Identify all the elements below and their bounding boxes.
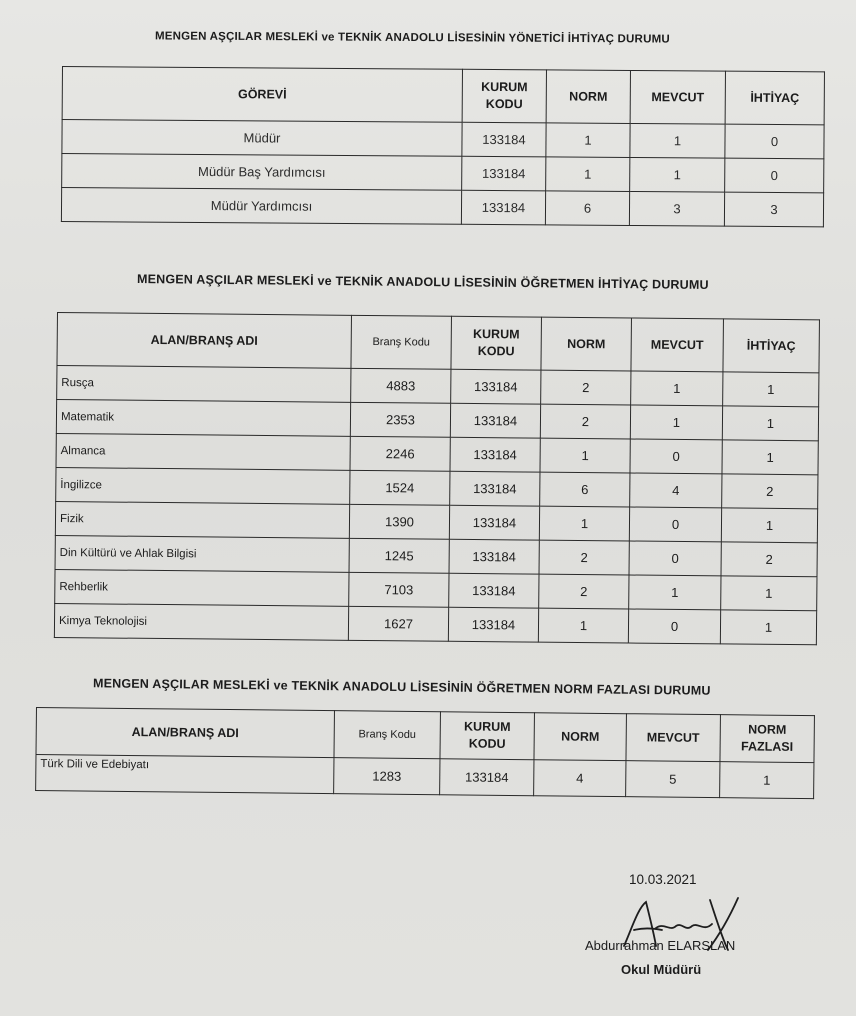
cell-brans: 1524 bbox=[350, 470, 450, 505]
table-header-row bbox=[62, 67, 824, 125]
cell-kurum: 133184 bbox=[461, 190, 545, 225]
header-brans-kodu: Branş Kodu bbox=[351, 315, 452, 369]
cell-norm: 4 bbox=[534, 760, 626, 797]
cell-brans: 1627 bbox=[348, 606, 448, 641]
cell-norm: 1 bbox=[539, 506, 629, 541]
norm-surplus-title: MENGEN AŞÇILAR MESLEKİ ve TEKNİK ANADOLU LİSESİNİN ÖĞRETMEN NORM FAZLASI DURUMU bbox=[92, 676, 711, 698]
header-norm: NORM bbox=[546, 70, 630, 124]
cell-norm: 1 bbox=[540, 438, 630, 473]
cell-ihtiyac: 2 bbox=[721, 542, 817, 577]
cell-alan: Fizik bbox=[55, 501, 349, 538]
cell-kurum: 133184 bbox=[450, 471, 540, 506]
cell-kurum: 133184 bbox=[449, 539, 539, 574]
cell-kurum: 133184 bbox=[449, 573, 539, 608]
cell-ihtiyac: 1 bbox=[720, 610, 816, 645]
header-norm-fazlasi: NORM FAZLASI bbox=[720, 715, 814, 763]
signer-name: Abdurrahman ELARSLAN bbox=[585, 938, 736, 953]
table-row bbox=[36, 755, 814, 799]
cell-brans: 7103 bbox=[349, 572, 449, 607]
cell-ihtiyac: 1 bbox=[723, 372, 819, 407]
header-gorevi: GÖREVİ bbox=[62, 67, 462, 123]
cell-norm: 2 bbox=[541, 370, 631, 405]
management-needs-table bbox=[61, 66, 825, 227]
cell-gorev: Müdür Baş Yardımcısı bbox=[62, 154, 462, 191]
cell-alan: Rehberlik bbox=[55, 569, 349, 606]
header-alan: ALAN/BRANŞ ADI bbox=[57, 313, 351, 369]
cell-mevcut: 1 bbox=[630, 405, 722, 440]
cell-ihtiyac: 1 bbox=[722, 406, 818, 441]
table-row bbox=[62, 120, 824, 159]
cell-mevcut: 1 bbox=[630, 157, 725, 192]
header-mevcut: MEVCUT bbox=[630, 70, 725, 124]
header-ihtiyac: İHTİYAÇ bbox=[723, 319, 820, 373]
cell-kurum: 133184 bbox=[449, 505, 539, 540]
cell-alan: Türk Dili ve Edebiyatı bbox=[36, 755, 334, 794]
cell-gorev: Müdür Yardımcısı bbox=[61, 188, 461, 225]
cell-brans: 2246 bbox=[350, 436, 450, 471]
cell-mevcut: 3 bbox=[629, 191, 724, 226]
table-row bbox=[62, 154, 824, 193]
cell-kurum: 133184 bbox=[462, 122, 546, 157]
header-kurum-kodu: KURUM KODU bbox=[462, 69, 546, 123]
cell-norm: 6 bbox=[545, 191, 629, 226]
cell-ihtiyac: 0 bbox=[725, 158, 824, 193]
cell-alan: Rusça bbox=[57, 366, 351, 403]
signer-role: Okul Müdürü bbox=[621, 962, 702, 977]
cell-ihtiyac: 3 bbox=[724, 192, 823, 227]
cell-brans: 1283 bbox=[334, 758, 440, 795]
cell-mevcut: 0 bbox=[628, 609, 720, 644]
header-kurum-kodu: KURUM KODU bbox=[440, 712, 534, 760]
cell-mevcut: 0 bbox=[629, 541, 721, 576]
cell-mevcut: 1 bbox=[629, 575, 721, 610]
header-mevcut: MEVCUT bbox=[631, 318, 724, 372]
header-kurum-kodu: KURUM KODU bbox=[451, 316, 542, 370]
cell-brans: 1390 bbox=[349, 504, 449, 539]
cell-norm: 6 bbox=[540, 472, 630, 507]
cell-mevcut: 1 bbox=[630, 123, 725, 158]
cell-kurum: 133184 bbox=[450, 437, 540, 472]
cell-brans: 2353 bbox=[350, 402, 450, 437]
cell-norm: 1 bbox=[546, 157, 630, 192]
cell-norm-fazlasi: 1 bbox=[720, 762, 814, 799]
header-norm: NORM bbox=[534, 713, 626, 761]
header-mevcut: MEVCUT bbox=[626, 714, 720, 762]
document-date: 10.03.2021 bbox=[629, 872, 697, 887]
cell-ihtiyac: 1 bbox=[721, 508, 817, 543]
cell-norm: 1 bbox=[538, 608, 628, 643]
cell-alan: Matematik bbox=[56, 400, 350, 437]
header-alan: ALAN/BRANŞ ADI bbox=[36, 708, 334, 758]
cell-ihtiyac: 1 bbox=[722, 440, 818, 475]
cell-ihtiyac: 0 bbox=[725, 124, 824, 159]
cell-mevcut: 4 bbox=[630, 473, 722, 508]
norm-surplus-table bbox=[35, 707, 815, 799]
cell-norm: 2 bbox=[539, 574, 629, 609]
teacher-needs-title: MENGEN AŞÇILAR MESLEKİ ve TEKNİK ANADOLU LİSESİNİN ÖĞRETMEN İHTİYAÇ DURUMU bbox=[136, 272, 709, 292]
cell-kurum: 133184 bbox=[462, 156, 546, 191]
cell-ihtiyac: 2 bbox=[722, 474, 818, 509]
cell-kurum: 133184 bbox=[451, 369, 541, 404]
cell-kurum: 133184 bbox=[450, 403, 540, 438]
cell-alan: Din Kültürü ve Ahlak Bilgisi bbox=[55, 535, 349, 572]
teacher-needs-table bbox=[54, 312, 820, 645]
header-brans-kodu: Branş Kodu bbox=[334, 711, 440, 759]
cell-mevcut: 0 bbox=[629, 507, 721, 542]
cell-ihtiyac: 1 bbox=[721, 576, 817, 611]
cell-alan: İngilizce bbox=[56, 467, 350, 504]
cell-alan: Kimya Teknolojisi bbox=[54, 603, 348, 640]
table-row bbox=[54, 603, 816, 644]
cell-norm: 2 bbox=[540, 404, 630, 439]
cell-brans: 4883 bbox=[351, 368, 451, 403]
table-row bbox=[61, 188, 823, 227]
cell-brans: 1245 bbox=[349, 538, 449, 573]
cell-gorev: Müdür bbox=[62, 120, 462, 157]
cell-mevcut: 0 bbox=[630, 439, 722, 474]
cell-mevcut: 1 bbox=[631, 371, 723, 406]
cell-alan: Almanca bbox=[56, 433, 350, 470]
cell-norm: 1 bbox=[546, 123, 630, 158]
header-norm: NORM bbox=[541, 317, 632, 371]
table-header-row bbox=[36, 708, 814, 763]
table-header-row bbox=[57, 313, 819, 373]
cell-kurum: 133184 bbox=[440, 759, 534, 796]
header-ihtiyac: İHTİYAÇ bbox=[725, 71, 824, 125]
cell-norm: 2 bbox=[539, 540, 629, 575]
cell-mevcut: 5 bbox=[626, 761, 720, 798]
management-table-title: MENGEN AŞÇILAR MESLEKİ ve TEKNİK ANADOLU LİSESİNİN YÖNETİCİ İHTİYAÇ DURUMU bbox=[154, 30, 670, 46]
cell-kurum: 133184 bbox=[448, 607, 538, 642]
